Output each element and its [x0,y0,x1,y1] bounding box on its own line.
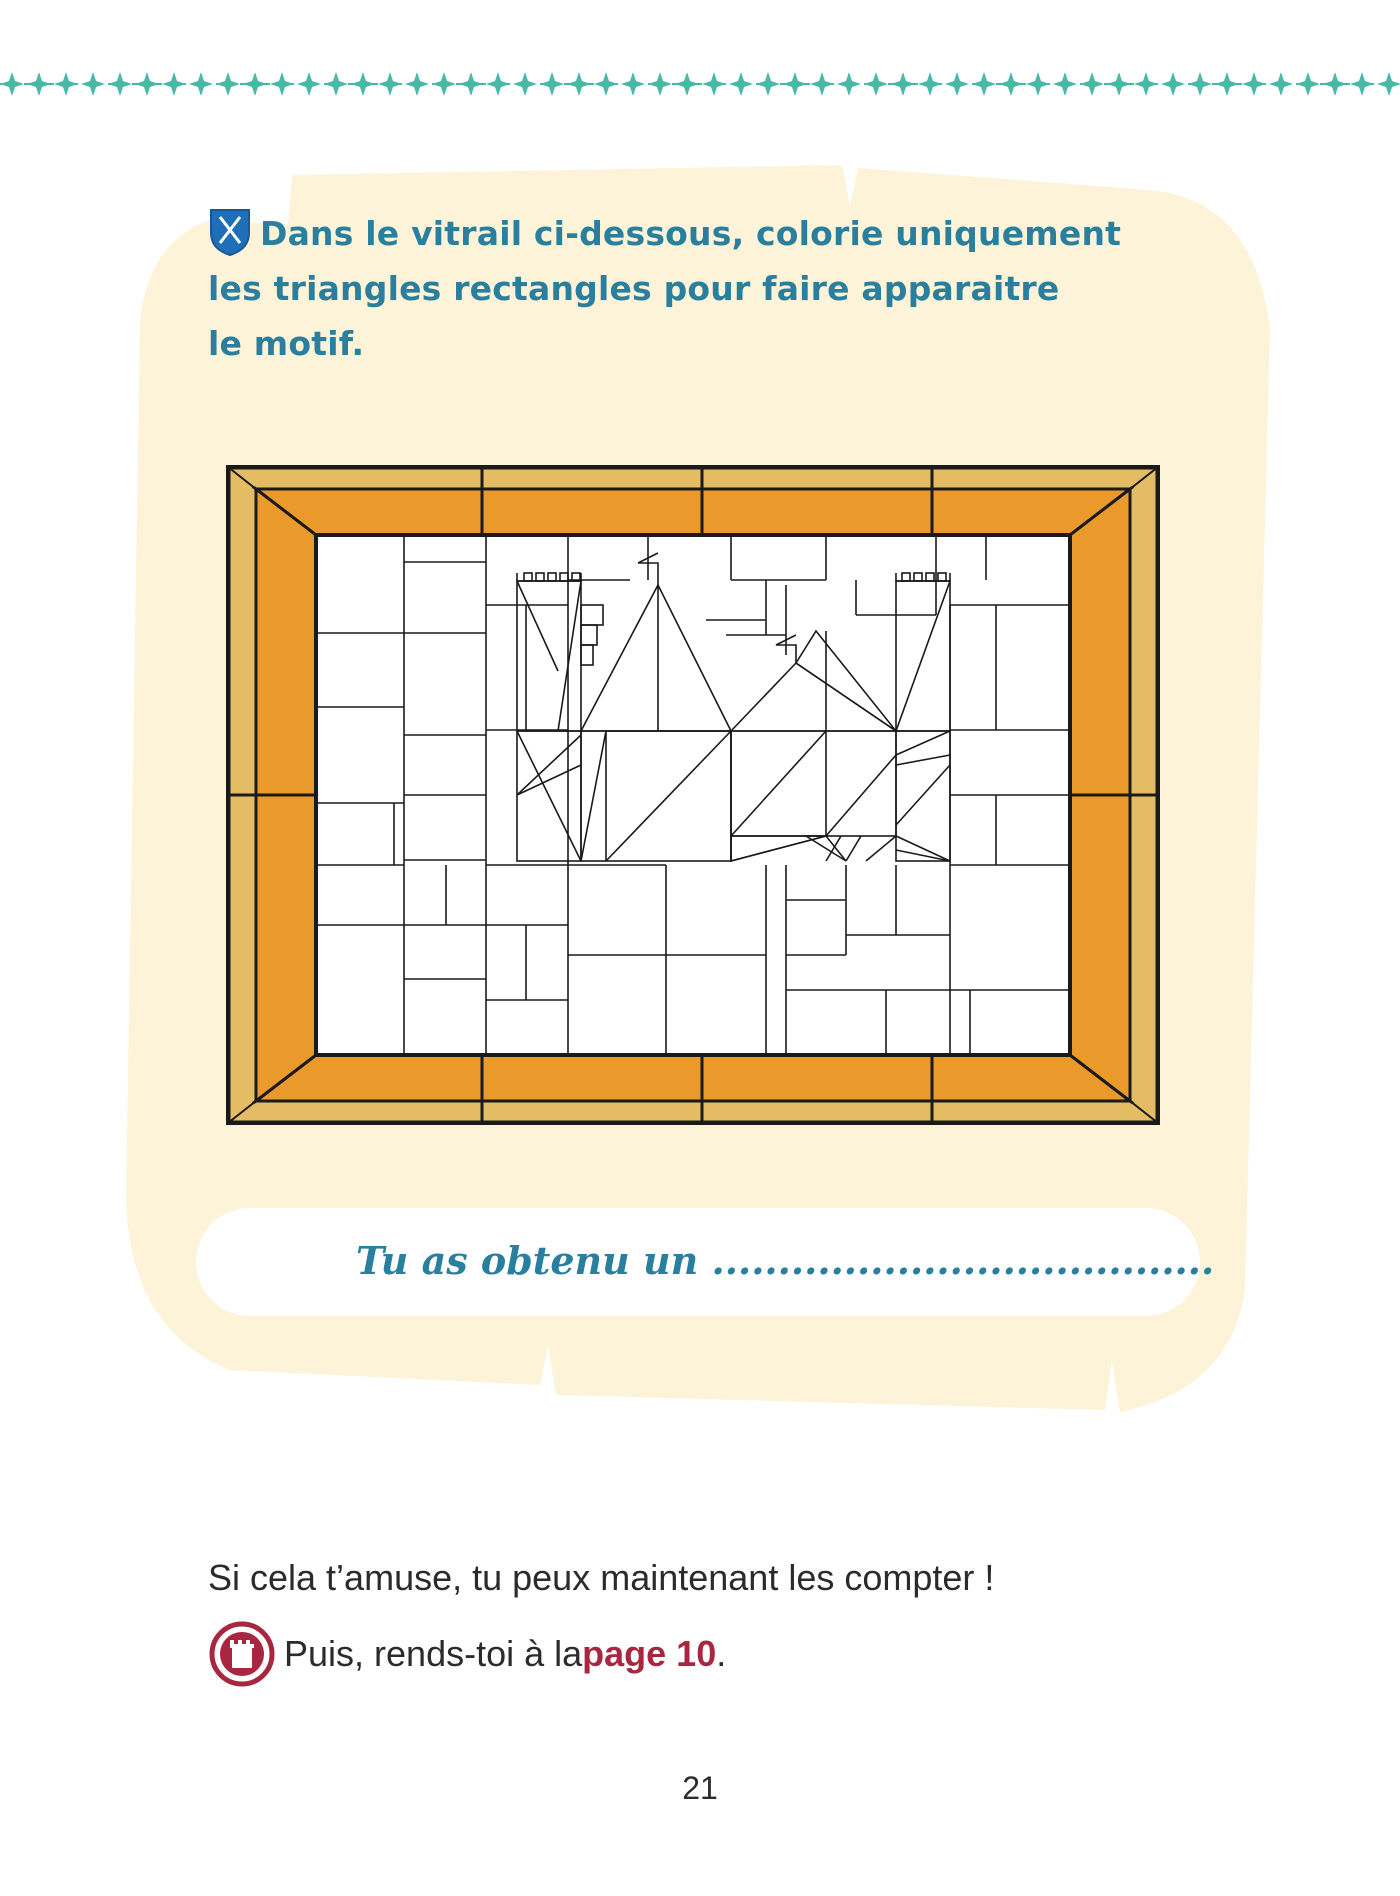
footer-line-2-before: Puis, rends-toi à la [284,1633,583,1674]
footer-line-2-after: . [716,1633,727,1674]
instruction-line-2: les triangles rectangles pour faire apparaitre [208,269,1060,308]
page-number: 21 [682,1770,718,1806]
answer-blank[interactable]: ...................................... [711,1238,1215,1283]
footer-line-2 [208,1620,726,1688]
answer-box [196,1208,1215,1316]
instruction-line-3: le motif. [208,324,365,363]
stained-glass-window [226,465,1160,1125]
instruction-line-1: Dans le vitrail ci-dessous, colorie uniquement [260,214,1122,253]
answer-text [356,1238,1214,1283]
footer-line-1: Si cela t’amuse, tu peux maintenant les compter ! [208,1557,995,1598]
page-link[interactable]: page 10 [582,1633,717,1674]
shield-swords-icon [208,207,252,257]
instruction-text [208,206,1148,371]
tower-icon [208,1620,276,1688]
answer-prefix: Tu as obtenu un [356,1238,699,1283]
